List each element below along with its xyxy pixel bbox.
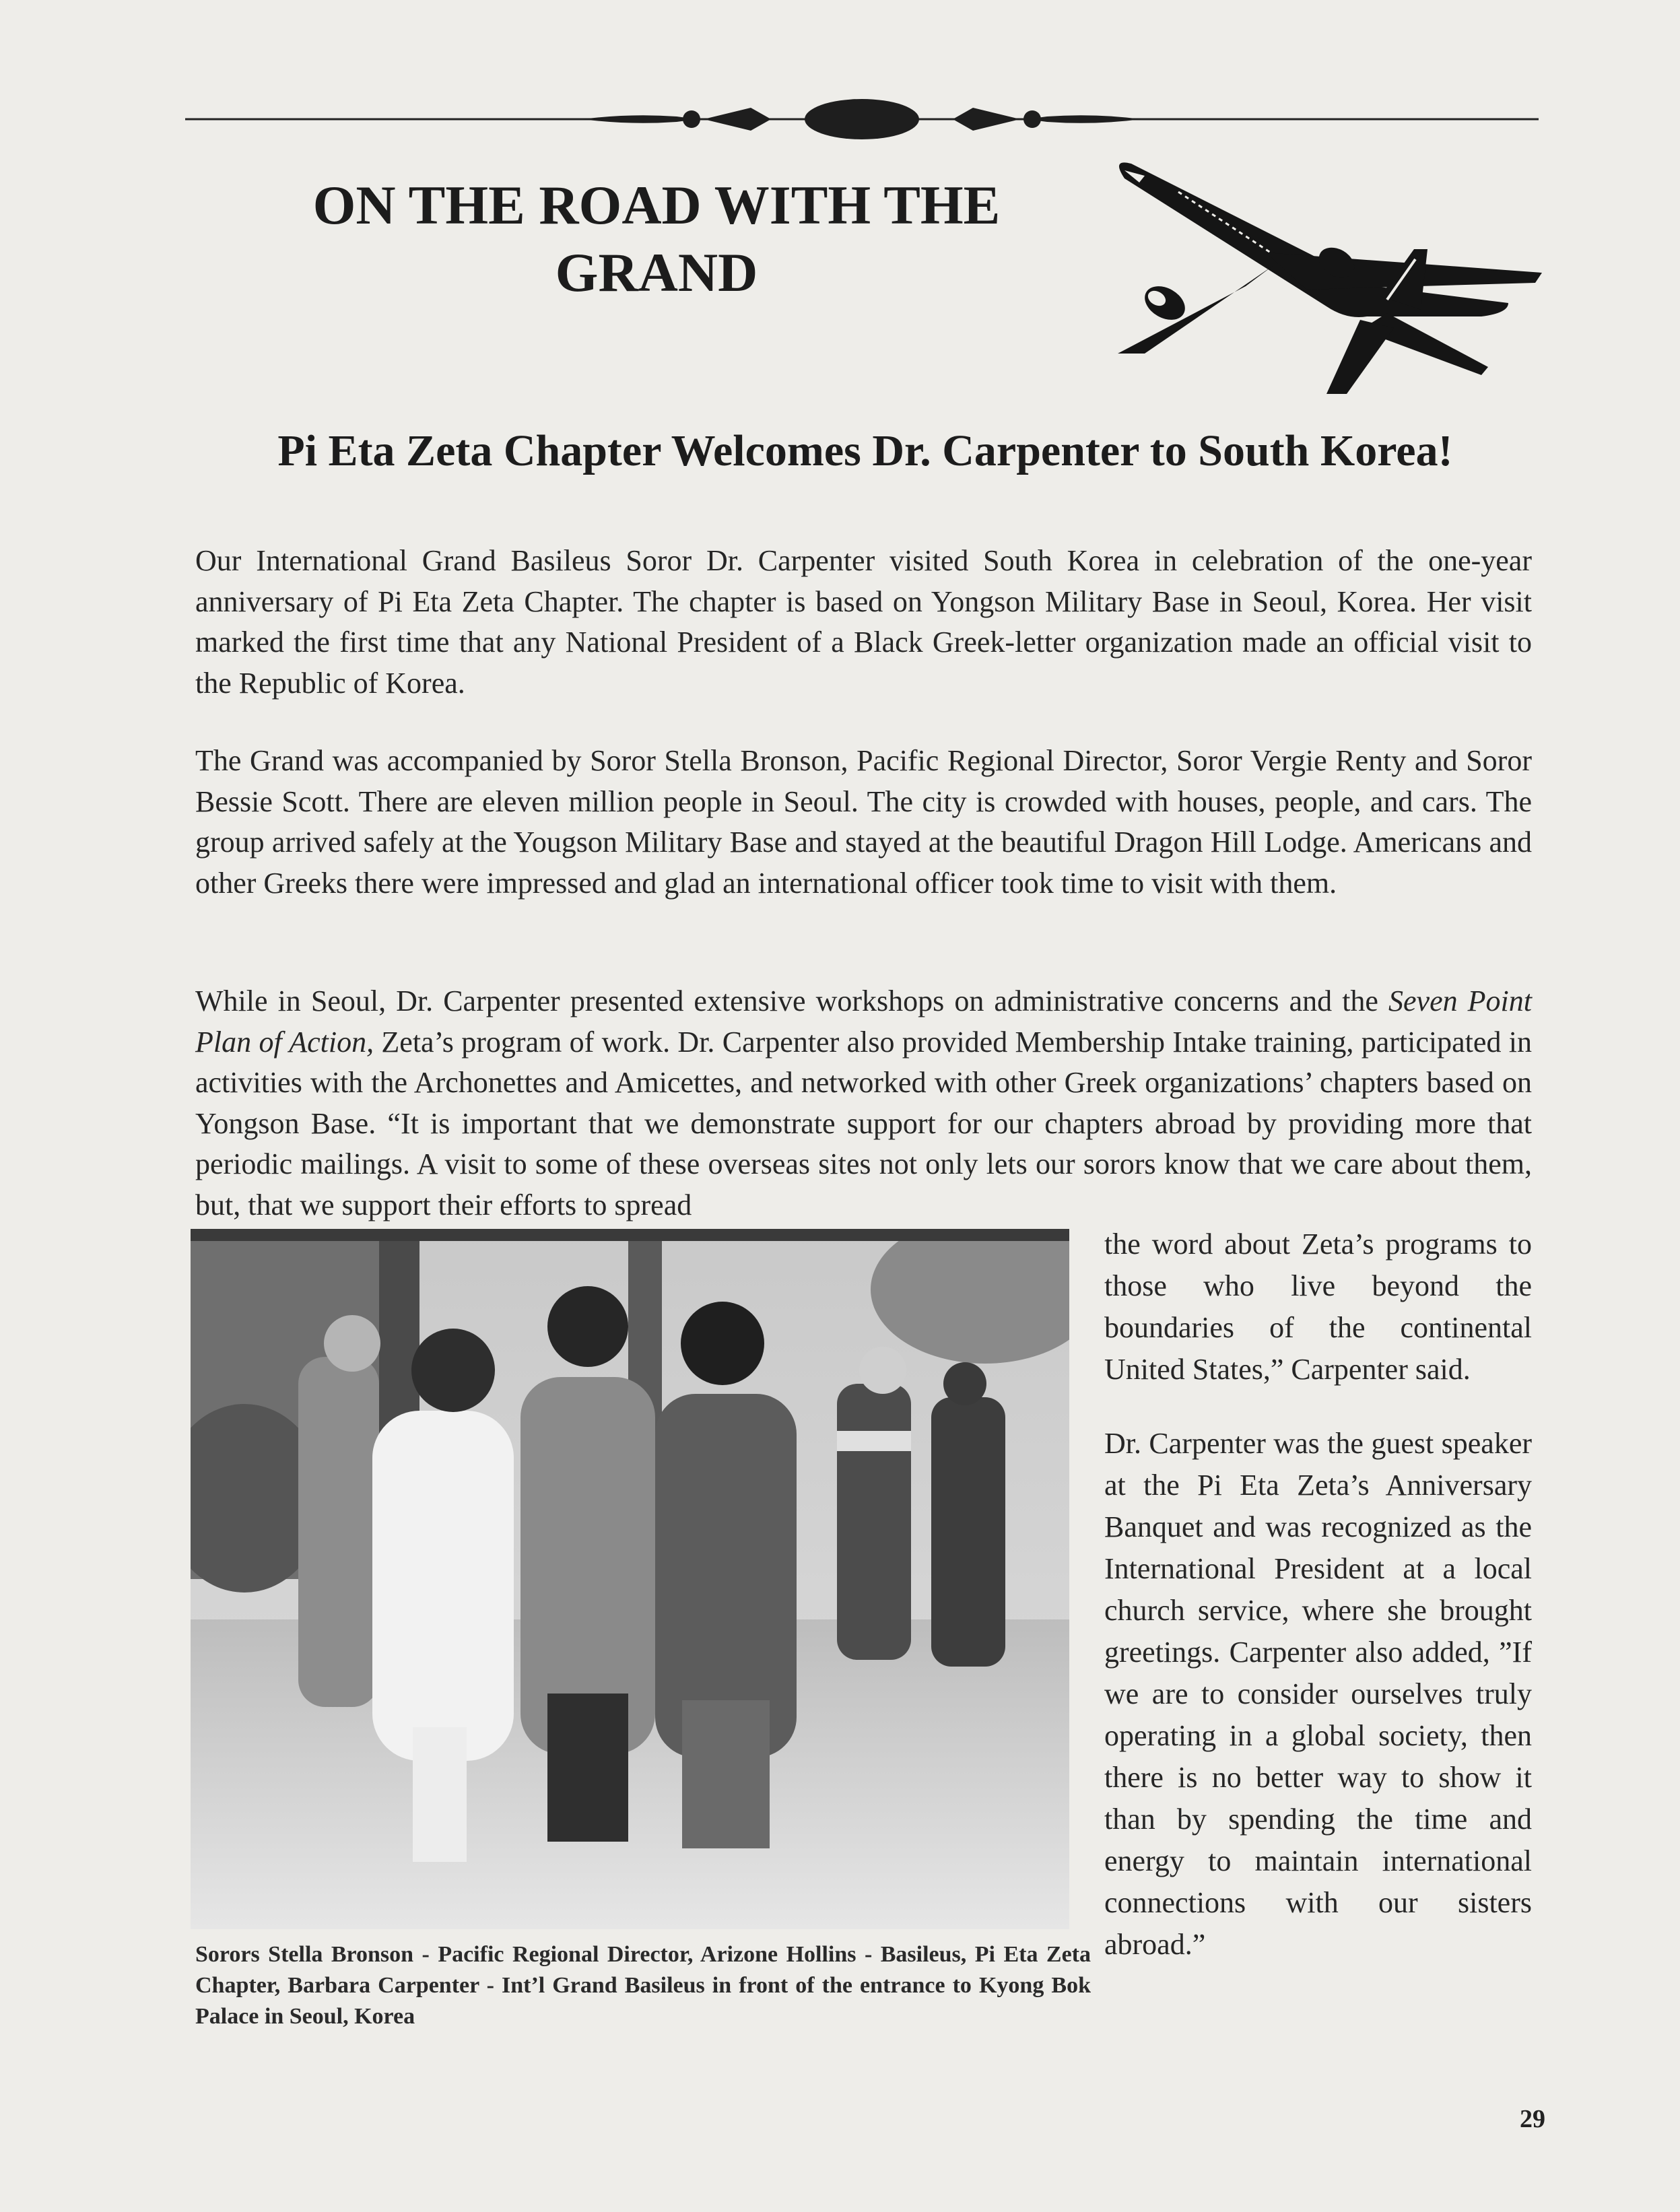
paragraph-3-start: While in Seoul, Dr. Carpenter presented extensive workshops on administrative concerns and the xyxy=(195,984,1378,1017)
plan-of-action-title: Seven Point Plan of Action, xyxy=(195,984,1532,1059)
airplane-icon xyxy=(1104,152,1542,414)
paragraph-3 xyxy=(195,981,1532,1226)
paragraph-3-rest: Zeta’s program of work. Dr. Carpenter also provided Membership Intake training, participated in activities with the Archonettes and Amicettes, and networked with other Greek organizations’ chapters based on Yongson Base. “It is important that we demonstrate support for our chapters abroad by providing more that periodic mailings. A visit to some of these overseas sites not only lets our sorors know that we care about them, but, that we support their efforts to spread xyxy=(195,1025,1533,1221)
page-number: 29 xyxy=(1520,2105,1545,2133)
photo-caption: Sorors Stella Bronson - Pacific Regional Director, Arizone Hollins - Basileus, Pi Eta Zeta Chapter, Barbara Carpenter - Int’l Grand Basileus in front of the entrance to Kyong Bok Palace in Seoul, Korea xyxy=(195,1942,1091,2029)
paragraph-4: Dr. Carpenter was the guest speaker at the Pi Eta Zeta’s Anniversary Banquet and was recognized as the International President at a local church service, where she brought greetings. Carpenter also added, ”If we are to consider ourselves truly operating in a global society, then there is no better way to show it than by spending the time and energy to maintain international connections with our sisters abroad.” xyxy=(1104,1427,1532,1961)
group-photo xyxy=(191,1229,1069,1929)
page-title: ON THE ROAD WITH THE GRAND xyxy=(312,174,1001,303)
paragraph-2: The Grand was accompanied by Soror Stella Bronson, Pacific Regional Director, Soror Vergie Renty and Soror Bessie Scott. There are eleven million people in Seoul. The city is crowded with houses, people, and cars. The group arrived safely at the Yougson Military Base and stayed at the beautiful Dragon Hill Lodge. Americans and other Greeks there were impressed and glad an international officer took time to visit with them. xyxy=(195,744,1532,900)
article-subtitle: Pi Eta Zeta Chapter Welcomes Dr. Carpenter to South Korea! xyxy=(277,426,1453,475)
ornamental-divider xyxy=(185,94,1539,145)
paragraph-3-continued: the word about Zeta’s programs to those who live beyond the boundaries of the continental United States,” Carpenter said. xyxy=(1104,1228,1532,1386)
paragraph-1: Our International Grand Basileus Soror Dr. Carpenter visited South Korea in celebration of the one-year anniversary of Pi Eta Zeta Chapter. The chapter is based on Yongson Military Base in Seoul, Korea. Her visit marked the first time that any National President of a Black Greek-letter organization made an official visit to the Republic of Korea. xyxy=(195,544,1532,700)
